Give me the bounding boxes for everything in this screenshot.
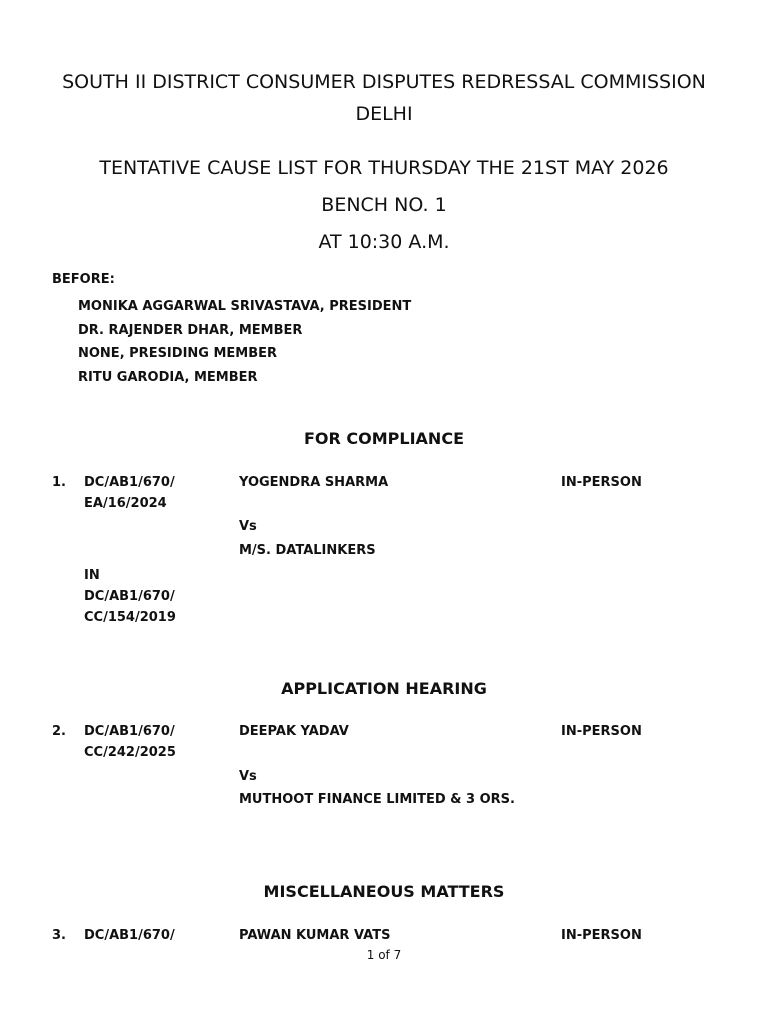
before-label: BEFORE:	[52, 272, 115, 287]
petitioner-name: DEEPAK YADAV	[239, 724, 349, 739]
appearance-mode: IN-PERSON	[561, 724, 642, 739]
case-number-line1: DC/AB1/670/	[84, 724, 175, 739]
bench-member: RITU GARODIA, MEMBER	[78, 369, 258, 385]
commission-name-line1: SOUTH II DISTRICT CONSUMER DISPUTES REDRESSAL COMMISSION	[62, 71, 706, 93]
bench-member: MONIKA AGGARWAL SRIVASTAVA, PRESIDENT	[78, 299, 412, 314]
respondent-name: MUTHOOT FINANCE LIMITED & 3 ORS.	[239, 792, 515, 807]
section-title-application-hearing: APPLICATION HEARING	[281, 679, 487, 698]
in-case-number-line1: DC/AB1/670/	[84, 589, 175, 604]
case-number-line1: DC/AB1/670/	[84, 928, 175, 943]
case-serial-number: 3.	[52, 928, 66, 943]
section-title-miscellaneous-matters: MISCELLANEOUS MATTERS	[263, 882, 505, 901]
section-title-for-compliance: FOR COMPLIANCE	[303, 429, 464, 448]
hearing-time: AT 10:30 A.M.	[318, 231, 450, 253]
bench-member: DR. RAJENDER DHAR, MEMBER	[78, 322, 303, 338]
petitioner-name: YOGENDRA SHARMA	[239, 475, 389, 490]
case-number-line2: CC/242/2025	[84, 745, 176, 760]
versus-label: Vs	[239, 769, 257, 784]
respondent-name: M/S. DATALINKERS	[239, 543, 376, 558]
case-serial-number: 2.	[52, 724, 66, 739]
in-case-number-line2: CC/154/2019	[84, 610, 176, 625]
case-serial-number: 1.	[52, 475, 66, 490]
commission-name-line2: DELHI	[355, 103, 413, 125]
bench-member: NONE, PRESIDING MEMBER	[78, 346, 278, 362]
bench-members-list	[78, 297, 411, 391]
page-indicator: 1 of 7	[366, 948, 402, 962]
bench-number: BENCH NO. 1	[321, 194, 447, 216]
cause-list-title: TENTATIVE CAUSE LIST FOR THURSDAY THE 21ST MAY 2026	[99, 157, 669, 179]
petitioner-name: PAWAN KUMAR VATS	[239, 928, 391, 943]
versus-label: Vs	[239, 519, 257, 534]
case-number-line2: EA/16/2024	[84, 496, 167, 511]
case-number-line1: DC/AB1/670/	[84, 475, 175, 490]
appearance-mode: IN-PERSON	[561, 475, 642, 490]
in-label: IN	[84, 568, 100, 583]
appearance-mode: IN-PERSON	[561, 928, 642, 943]
